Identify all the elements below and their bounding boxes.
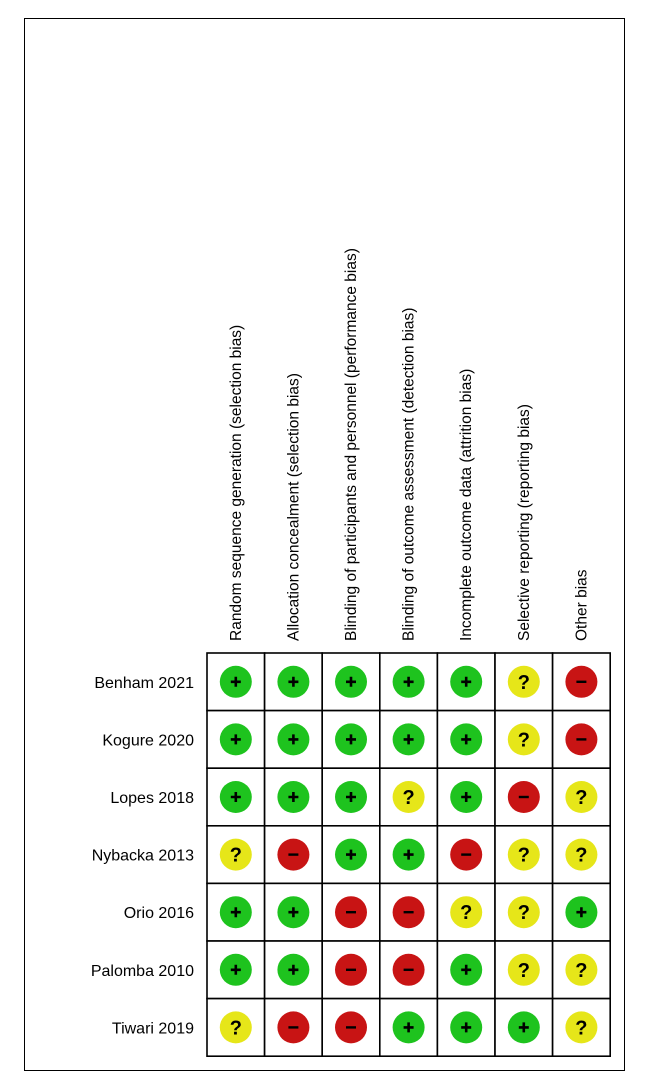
domain-header: Other bias (573, 569, 591, 641)
study-label: Kogure 2020 (102, 732, 194, 750)
domain-header: Random sequence generation (selection bias) (227, 324, 245, 641)
question-icon: ? (460, 902, 473, 925)
domain-header: Incomplete outcome data (attrition bias) (458, 368, 476, 641)
study-label: Tiwari 2019 (111, 1020, 194, 1038)
domain-header: Blinding of participants and personnel (performance bias) (343, 248, 360, 641)
question-icon: ? (575, 844, 588, 867)
question-icon: ? (575, 787, 588, 809)
study-label: Nybacka 2013 (91, 847, 194, 865)
domain-header: Selective reporting (reporting bias) (515, 404, 533, 641)
domain-header: Blinding of outcome assessment (detection bias) (400, 307, 418, 641)
domain-header: Allocation concealment (selection bias) (285, 373, 303, 641)
study-label: Palomba 2010 (90, 962, 194, 980)
question-icon: ? (575, 1017, 588, 1040)
question-icon: ? (517, 844, 530, 867)
study-label: Orio 2016 (123, 905, 194, 923)
question-icon: ? (517, 729, 530, 752)
question-icon: ? (517, 902, 530, 925)
question-icon: ? (517, 959, 530, 982)
question-icon: ? (402, 787, 415, 809)
question-icon: ? (229, 844, 242, 867)
study-label: Lopes 2018 (110, 790, 194, 807)
study-label: Benham 2021 (94, 674, 194, 692)
question-icon: ? (517, 671, 530, 694)
question-icon: ? (229, 1017, 242, 1040)
question-icon: ? (575, 959, 588, 982)
